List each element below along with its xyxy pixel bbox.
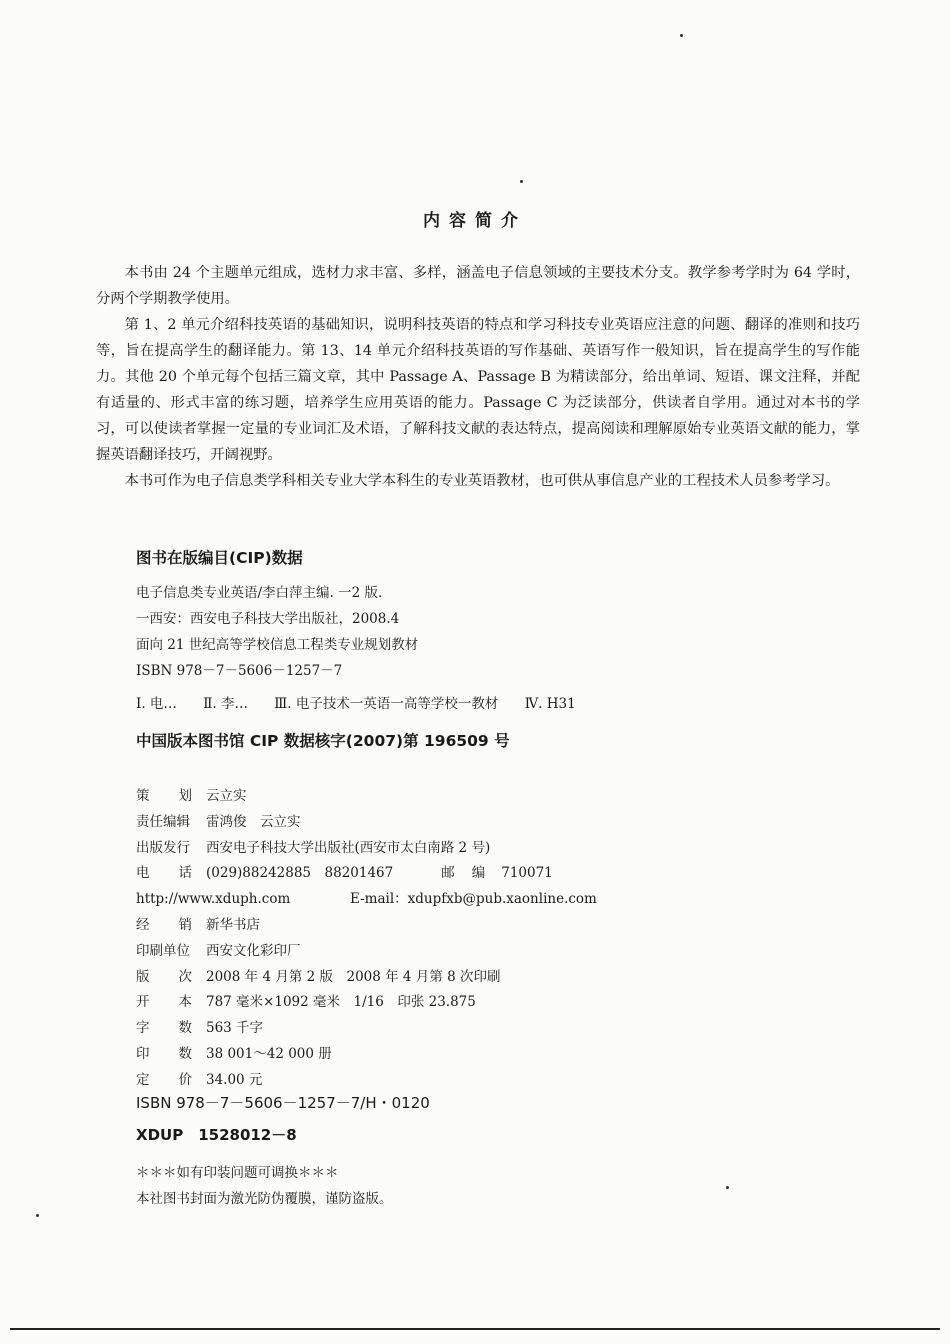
cip-record <box>136 580 418 684</box>
planning-value: 云立实 <box>206 788 247 804</box>
info-row-editor <box>136 810 597 836</box>
class-item-4: Ⅳ. H31 <box>524 696 576 712</box>
price-value: 34.00 元 <box>206 1071 263 1088</box>
abstract-paragraph-2: 第 1、2 单元介绍科技英语的基础知识，说明科技英语的特点和学习科技专业英语应注意的问题、翻译的准则和技巧等，旨在提高学生的翻译能力。第 13、14 单元介绍科技英语的写作基础、英语写作一般知识，旨在提高学生的写作能力。其他 20 个单元每个包括三篇文章，其中 Passage A、Passage B 为精读部分，给出单词、短语、课文注释，并配有适量的、形式丰富的练习题，培养学生应用英语的能力。Passage C 为泛读部分，供读者自学用。通过对本书的学习，可以使读者掌握一定量的专业词汇及术语，了解科技文献的表达特点，提高阅读和理解原始专业英语文献的能力，掌握英语翻译技巧，开阔视野。 <box>96 317 860 463</box>
xdup-code: XDUP 1528012－8 <box>136 1126 297 1144</box>
info-row-phone <box>136 861 597 887</box>
bottom-rule <box>10 1328 940 1330</box>
editor-label: 责任编辑 <box>136 813 190 830</box>
distributor-value: 新华书店 <box>206 916 260 933</box>
abstract-paragraph-1: 本书由 24 个主题单元组成，选材力求丰富、多样，涵盖电子信息领域的主要技术分支。教学参考学时为 64 学时，分两个学期教学使用。 <box>96 265 860 307</box>
copies-label: 印数 <box>136 1045 192 1062</box>
info-row-words <box>136 1016 597 1042</box>
publication-info <box>136 784 597 1094</box>
distributor-label: 经销 <box>136 916 192 933</box>
scan-speck <box>36 1214 39 1217</box>
price-label: 定价 <box>136 1071 192 1088</box>
editor-value: 雷鸿俊 云立实 <box>206 813 301 830</box>
abstract-section <box>96 260 860 494</box>
format-label: 开本 <box>136 994 192 1011</box>
info-row-copies <box>136 1042 597 1068</box>
class-item-2: Ⅱ. 李… <box>203 696 248 712</box>
info-row-distributor <box>136 913 597 939</box>
email-link[interactable]: E-mail：xdupfxb@pub.xaonline.com <box>350 891 597 908</box>
info-row-format <box>136 990 597 1016</box>
cip-heading: 图书在版编目(CIP)数据 <box>136 549 303 567</box>
info-row-price <box>136 1068 597 1094</box>
printer-label: 印刷单位 <box>136 942 190 959</box>
info-row-edition <box>136 965 597 991</box>
class-item-1: Ⅰ. 电… <box>136 696 177 712</box>
class-item-3: Ⅲ. 电子技术一英语一高等学校一教材 <box>274 696 499 712</box>
cip-line-isbn: ISBN 978－7－5606－1257－7 <box>136 663 343 679</box>
info-row-planning <box>136 784 597 810</box>
publisher-label: 出版发行 <box>136 839 190 856</box>
printer-value: 西安文化彩印厂 <box>206 942 301 959</box>
format-value: 787 毫米×1092 毫米 1/16 印张 23.875 <box>206 994 476 1011</box>
postcode-value: 710071 <box>501 865 553 882</box>
notes <box>136 1160 393 1212</box>
info-row-printer <box>136 939 597 965</box>
cip-classification <box>136 692 598 712</box>
phone-value: (029)88242885 88201467 <box>206 865 394 882</box>
isbn-full: ISBN 978－7－5606－1257－7/H・0120 <box>136 1094 430 1112</box>
postcode-label: 邮编 <box>441 865 486 882</box>
edition-value: 2008 年 4 月第 2 版 2008 年 4 月第 8 次印刷 <box>206 968 501 985</box>
cip-line-series: 面向 21 世纪高等学校信息工程类专业规划教材 <box>136 637 419 653</box>
cip-line-publisher: 一西安：西安电子科技大学出版社，2008.4 <box>136 611 400 627</box>
anti-piracy-note: 本社图书封面为激光防伪覆膜，谨防盗版。 <box>136 1191 393 1207</box>
edition-label: 版次 <box>136 968 192 985</box>
scan-speck <box>520 180 523 183</box>
page-title: 内容简介 <box>423 211 527 231</box>
info-row-web <box>136 887 597 913</box>
website-link[interactable]: http://www.xduph.com <box>136 891 291 908</box>
exchange-note: ＊＊＊如有印装问题可调换＊＊＊ <box>136 1165 339 1181</box>
phone-label: 电话 <box>136 865 192 882</box>
info-row-publisher <box>136 836 597 862</box>
planning-label: 策划 <box>136 788 192 804</box>
scan-speck <box>680 34 683 37</box>
scan-speck <box>726 1186 729 1189</box>
cip-line-title: 电子信息类专业英语/李白萍主编. 一2 版. <box>136 585 383 601</box>
abstract-paragraph-3: 本书可作为电子信息类学科相关专业大学本科生的专业英语教材，也可供从事信息产业的工程技术人员参考学习。 <box>124 473 840 489</box>
copies-value: 38 001～42 000 册 <box>206 1045 332 1062</box>
words-label: 字数 <box>136 1020 192 1037</box>
words-value: 563 千字 <box>206 1020 264 1037</box>
publisher-value: 西安电子科技大学出版社(西安市太白南路 2 号) <box>206 839 491 856</box>
cip-verify-number: 中国版本图书馆 CIP 数据核字(2007)第 196509 号 <box>136 732 510 750</box>
